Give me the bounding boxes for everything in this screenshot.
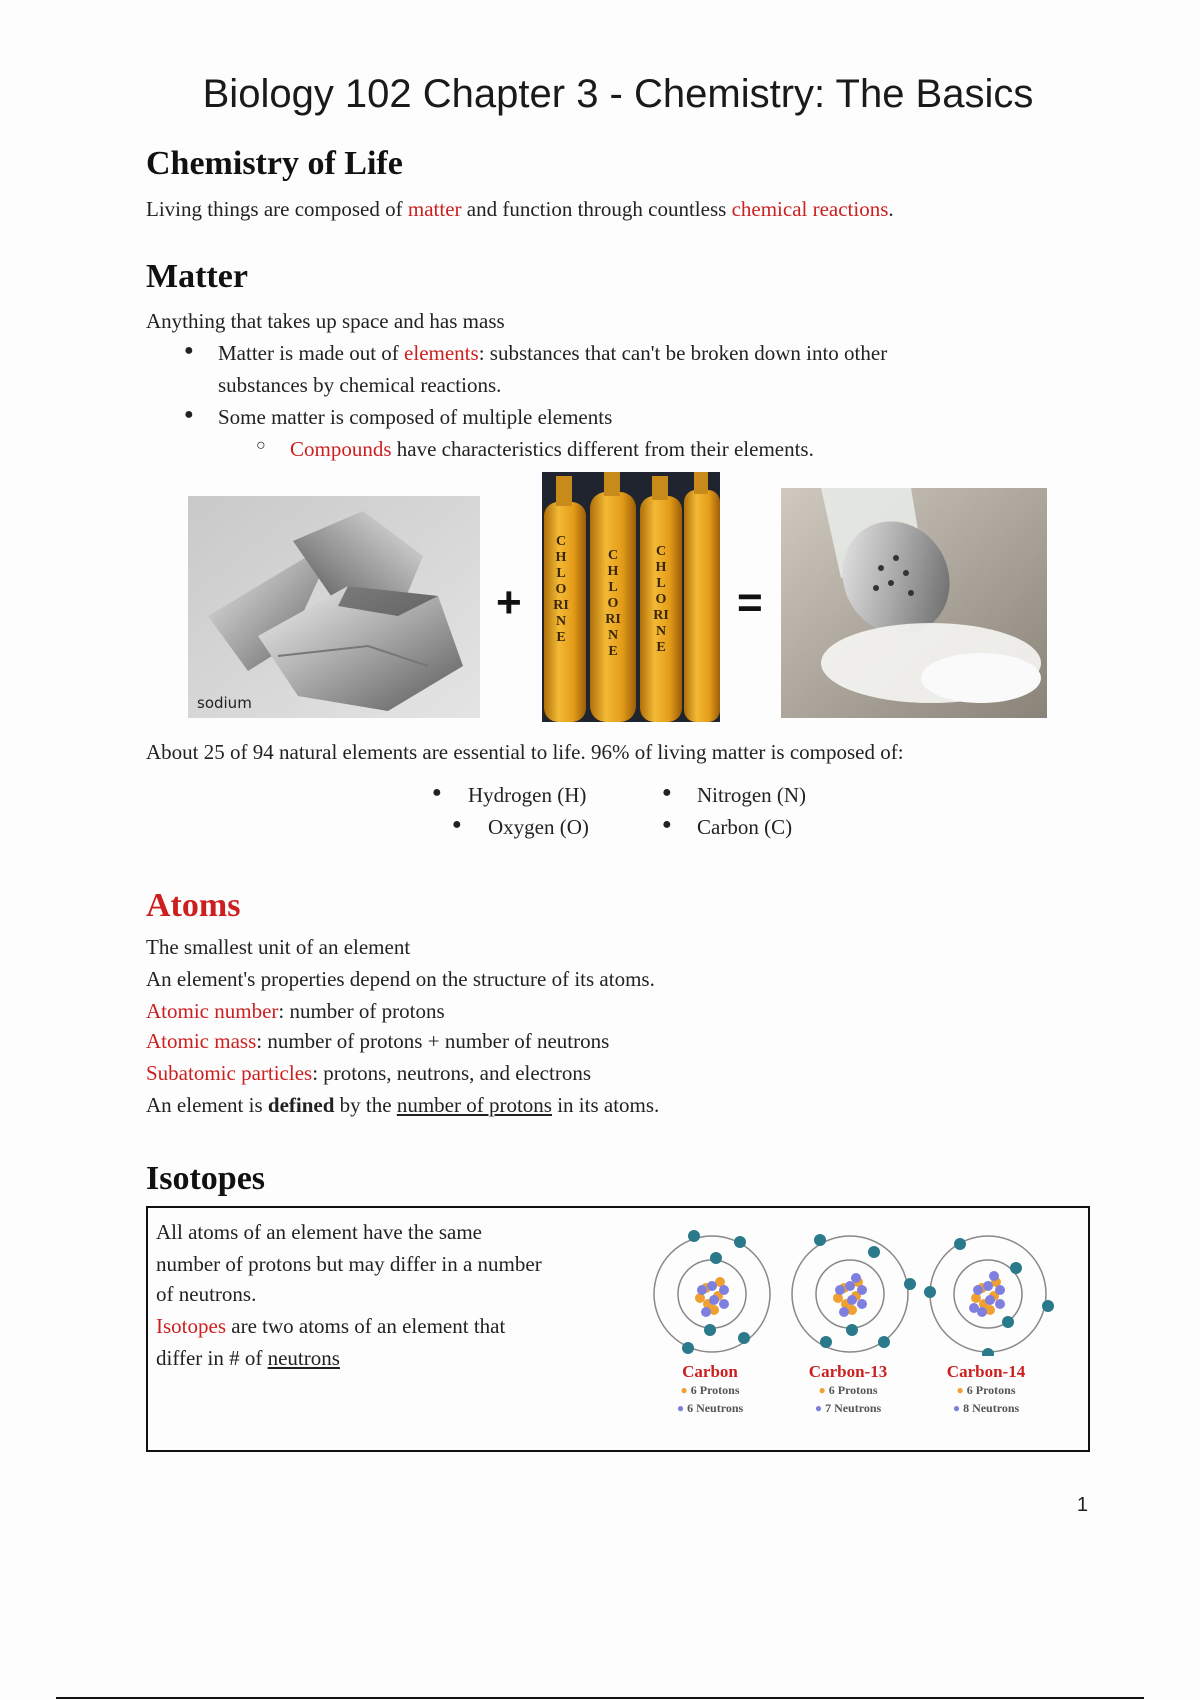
isotope-diagrams xyxy=(648,1226,1068,1356)
bullet-icon: ● xyxy=(184,342,194,359)
bullet-icon: ● xyxy=(452,816,462,833)
element-oxygen: Oxygen (O) xyxy=(488,815,589,839)
sodium-label: sodium xyxy=(197,694,252,712)
neutron-dot-icon: ● xyxy=(814,1401,823,1415)
carbon-13-protons: 6 Protons xyxy=(828,1383,878,1397)
hollow-bullet-icon: ○ xyxy=(256,437,266,454)
chlorine-label-2: CHLORINE xyxy=(605,548,621,659)
plus-sign: + xyxy=(496,578,522,627)
proton-dot-icon: ● xyxy=(818,1383,826,1397)
underlined-number-of-protons: number of protons xyxy=(396,1093,552,1117)
carbon-14-protons: 6 Protons xyxy=(966,1383,1016,1397)
chem-life-text: Living things are composed of matter and function through countless chemical reactions. xyxy=(146,197,894,221)
matter-bullet-1-cont: substances by chemical reactions. xyxy=(218,373,502,397)
bullet-icon: ● xyxy=(662,784,672,801)
chem-life-heading: Chemistry of Life xyxy=(146,145,403,182)
carbon-14-name: Carbon-14 xyxy=(946,1362,1026,1381)
chlorine-label-1: CHLORINE xyxy=(553,534,569,645)
term-elements: elements xyxy=(404,341,479,365)
salt-shaker-image xyxy=(781,488,1047,718)
bullet-icon: ● xyxy=(432,784,442,801)
term-subatomic-particles: Subatomic particles xyxy=(146,1061,313,1085)
underlined-neutrons: neutrons xyxy=(267,1346,340,1370)
page-title: Biology 102 Chapter 3 - Chemistry: The Basics xyxy=(202,72,1034,116)
carbon-13-atom-diagram xyxy=(792,1234,916,1352)
bold-defined: defined xyxy=(267,1093,335,1117)
term-compounds: Compounds xyxy=(290,437,392,461)
term-matter: matter xyxy=(407,197,462,221)
atoms-line-3: Atomic number: number of protons xyxy=(146,999,445,1023)
atoms-line-6: An element is defined by the number of protons in its atoms. xyxy=(146,1093,660,1117)
isotopes-text-4: Isotopes are two atoms of an element that xyxy=(156,1314,506,1338)
element-carbon: Carbon (C) xyxy=(697,815,793,839)
carbon-12-name: Carbon xyxy=(682,1362,738,1381)
matter-bullet-2: Some matter is composed of multiple elements xyxy=(218,405,613,429)
isotopes-text-1: All atoms of an element have the same xyxy=(156,1220,482,1244)
isotopes-text-3: of neutrons. xyxy=(156,1282,257,1306)
page-number: 1 xyxy=(1076,1494,1088,1516)
term-isotopes: Isotopes xyxy=(156,1314,226,1338)
matter-intro: Anything that takes up space and has mass xyxy=(146,309,505,333)
atoms-line-2: An element's properties depend on the structure of its atoms. xyxy=(146,967,655,991)
bullet-icon: ● xyxy=(184,406,194,423)
carbon-12-protons: 6 Protons xyxy=(690,1383,740,1397)
carbon-13-neutrons: 7 Neutrons xyxy=(825,1401,882,1415)
matter-sub-bullet: Compounds have characteristics different from their elements. xyxy=(290,437,814,461)
matter-heading: Matter xyxy=(146,258,248,295)
carbon-14-caption xyxy=(916,1362,1056,1416)
isotopes-text-5: differ in # of neutrons xyxy=(156,1346,340,1370)
footer-divider xyxy=(56,1697,1144,1699)
isotopes-heading: Isotopes xyxy=(146,1160,266,1197)
essential-elements-text: About 25 of 94 natural elements are essential to life. 96% of living matter is composed of: xyxy=(146,740,904,764)
bullet-icon: ● xyxy=(662,816,672,833)
chlorine-label-3: CHLORINE xyxy=(653,544,669,655)
atoms-line-5: Subatomic particles: protons, neutrons, and electrons xyxy=(146,1061,591,1085)
atoms-line-4: Atomic mass: number of protons + number of neutrons xyxy=(146,1029,610,1053)
carbon-12-neutrons: 6 Neutrons xyxy=(687,1401,744,1415)
term-atomic-mass: Atomic mass xyxy=(146,1029,257,1053)
atoms-line-1: The smallest unit of an element xyxy=(146,935,411,959)
atoms-heading: Atoms xyxy=(146,887,241,924)
neutron-dot-icon: ● xyxy=(676,1401,685,1415)
neutron-dot-icon: ● xyxy=(952,1401,961,1415)
carbon-13-name: Carbon-13 xyxy=(808,1362,888,1381)
isotopes-text-2: number of protons but may differ in a number xyxy=(156,1252,542,1276)
element-hydrogen: Hydrogen (H) xyxy=(468,783,587,807)
element-nitrogen: Nitrogen (N) xyxy=(697,783,807,807)
chlorine-cylinders-image xyxy=(542,472,720,722)
matter-bullet-1: Matter is made out of elements: substances that can't be broken down into other xyxy=(218,341,888,365)
carbon-13-caption xyxy=(778,1362,918,1416)
carbon-12-atom-diagram xyxy=(654,1230,770,1354)
sodium-image xyxy=(188,496,480,718)
proton-dot-icon: ● xyxy=(956,1383,964,1397)
carbon-12-caption xyxy=(640,1362,780,1416)
proton-dot-icon: ● xyxy=(680,1383,688,1397)
equals-sign: = xyxy=(737,578,763,627)
term-chemical-reactions: chemical reactions xyxy=(731,197,889,221)
carbon-14-neutrons: 8 Neutrons xyxy=(963,1401,1020,1415)
term-atomic-number: Atomic number xyxy=(146,999,279,1023)
carbon-14-atom-diagram xyxy=(924,1236,1054,1356)
